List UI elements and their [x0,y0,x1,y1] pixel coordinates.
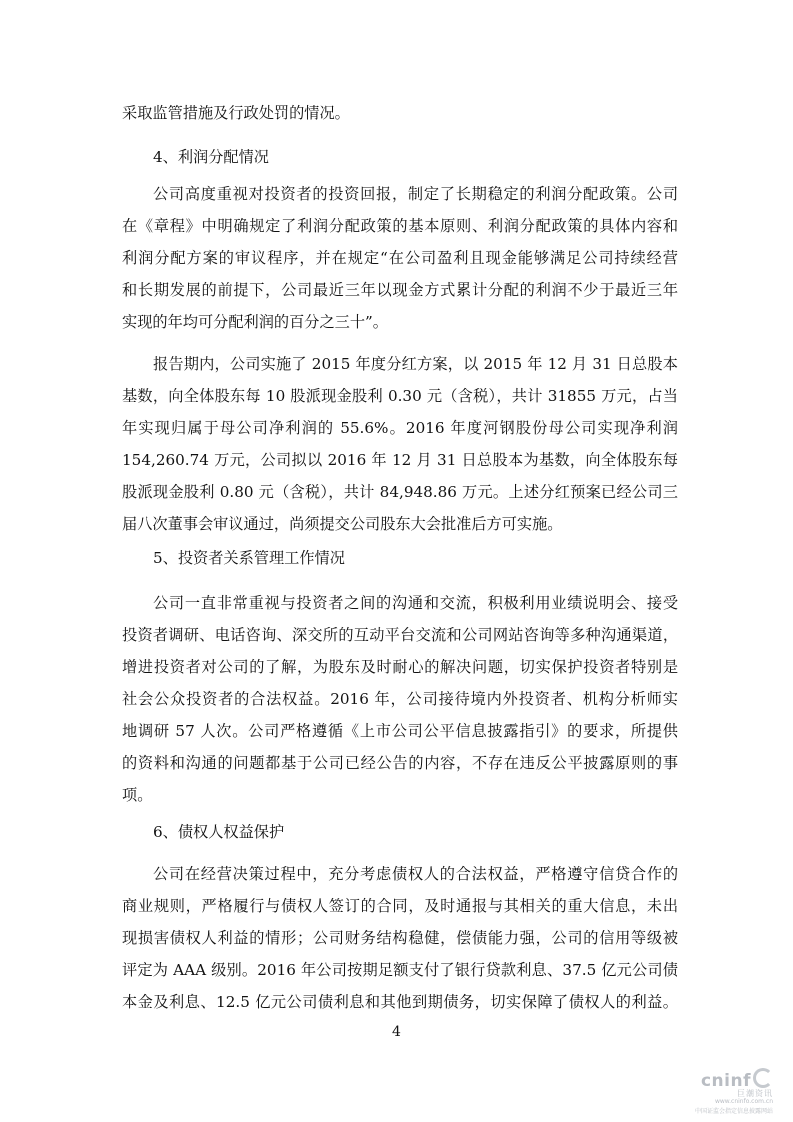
text-line: 采取监管措施及行政处罚的情况。 [122,104,350,122]
text-line: 的资料和沟通的问题都基于公司已经公告的内容，不存在违反公平披露原则的事 [122,754,678,772]
paragraph-investor-relations [122,587,678,811]
text-line: 投资者调研、电话咨询、深交所的互动平台交流和公司网站咨询等多种沟通渠道， [122,626,678,644]
text-line: 和长期发展的前提下，公司最近三年以现金方式累计分配的利润不少于最近三年 [122,281,678,299]
paragraph-regulatory-tail [122,97,678,129]
text-line: 公司在经营决策过程中，充分考虑债权人的合法权益，严格遵守信贷合作的 [153,865,678,883]
text-line: 届八次董事会审议通过，尚须提交公司股东大会批准后方可实施。 [122,515,563,533]
text-line: 基数，向全体股东每 10 股派现金股利 0.30 元（含税），共计 31855 万元，占当 [122,387,678,405]
paragraph-dividend-plan [122,348,678,540]
paragraph-creditor-protection [122,858,678,1018]
text-line: 公司一直非常重视与投资者之间的沟通和交流，积极利用业绩说明会、接受 [153,594,678,612]
text-line: 在《章程》中明确规定了利润分配政策的基本原则、利润分配政策的具体内容和 [122,217,678,235]
text-line: 报告期内，公司实施了 2015 年度分红方案，以 2015 年 12 月 31 日总股本 [153,355,678,373]
heading-creditor-protection: 6、债权人权益保护 [153,823,285,841]
watermark-cn-name: 巨潮资讯 [737,1089,773,1098]
text-line: 154,260.74 万元，公司拟以 2016 年 12 月 31 日总股本为基数，向全体股东每 [122,451,678,469]
text-line: 评定为 AAA 级别。2016 年公司按期足额支付了银行贷款利息、37.5 亿元公司债 [122,961,678,979]
page-number: 4 [392,1024,401,1040]
heading-profit-distribution: 4、利润分配情况 [153,148,269,166]
watermark-url: www.cninfo.com.cn [714,1098,773,1105]
text-line: 利润分配方案的审议程序，并在规定“在公司盈利且现金能够满足公司持续经营 [122,249,678,267]
text-line: 本金及利息、12.5 亿元公司债利息和其他到期债务，切实保障了债权人的利益。 [122,993,678,1011]
text-line: 社会公众投资者的合法权益。2016 年，公司接待境内外投资者、机构分析师实 [122,690,678,708]
swirl-icon [753,1068,773,1088]
text-line: 增进投资者对公司的了解，为股东及时耐心的解决问题，切实保护投资者特别是 [122,658,678,676]
text-line: 现损害债权人利益的情形；公司财务结构稳健，偿债能力强，公司的信用等级被 [122,929,678,947]
text-line: 商业规则，严格履行与债权人签订的合同，及时通报与其相关的重大信息，未出 [122,897,678,915]
text-line: 实现的年均可分配利润的百分之三十”。 [122,313,388,331]
heading-investor-relations: 5、投资者关系管理工作情况 [153,549,345,567]
text-line: 项。 [122,786,153,804]
text-line: 公司高度重视对投资者的投资回报，制定了长期稳定的利润分配政策。公司 [153,185,678,203]
cninfo-watermark [663,1068,773,1114]
watermark-logo-text: cninf [700,1071,751,1091]
paragraph-profit-policy [122,178,678,338]
text-line: 地调研 57 人次。公司严格遵循《上市公司公平信息披露指引》的要求，所提供 [122,722,678,740]
watermark-subtitle: 中国证监会指定信息披露网站 [694,1108,773,1115]
text-line: 股派现金股利 0.80 元（含税），共计 84,948.86 万元。上述分红预案已经公司三 [122,483,678,501]
text-line: 年实现归属于母公司净利润的 55.6%。2016 年度河钢股份母公司实现净利润 [122,419,678,437]
